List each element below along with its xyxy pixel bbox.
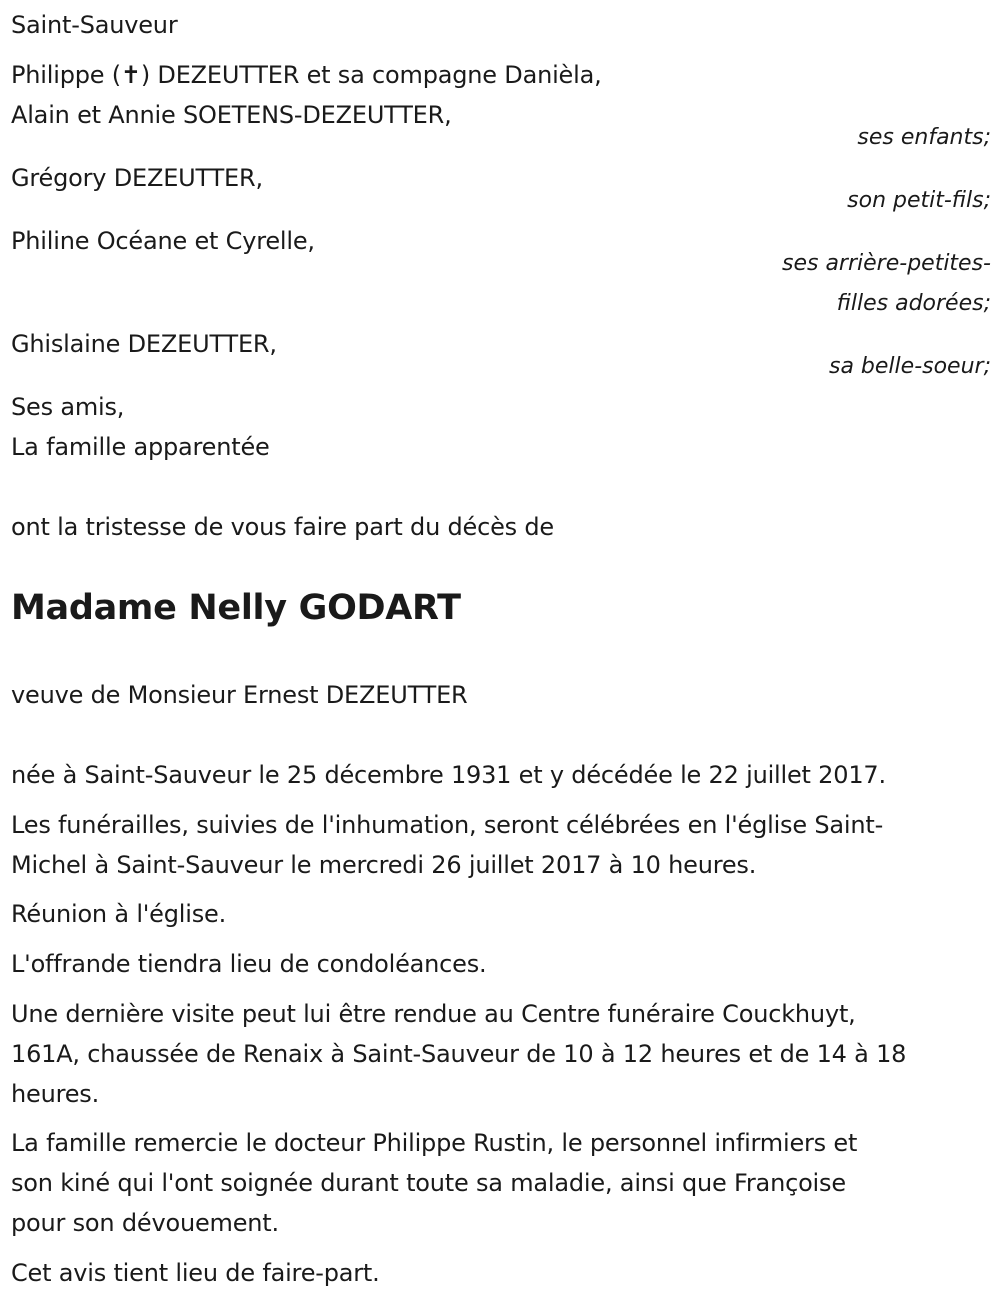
children-line-2: Alain et Annie SOETENS-DEZEUTTER, — [11, 101, 452, 129]
offering-line: L'offrande tiendra lieu de condoléances. — [11, 950, 487, 978]
funeral-line-1: Les funérailles, suivies de l'inhumation, seront célébrées en l'église Saint- — [11, 811, 884, 839]
grandson-relation: son petit-fils; — [847, 188, 991, 213]
visit-line-3: heures. — [11, 1080, 100, 1108]
children-relation: ses enfants; — [857, 125, 991, 150]
gathering-line: Réunion à l'église. — [11, 900, 227, 928]
great-granddaughters-relation-1: ses arrière-petites- — [782, 251, 991, 276]
visit-line-2: 161A, chaussée de Renaix à Saint-Sauveur de 10 à 12 heures et de 14 à 18 — [11, 1040, 907, 1068]
relatives-line: La famille apparentée — [11, 433, 270, 461]
sister-in-law-relation: sa belle-soeur; — [829, 354, 991, 379]
funeral-line-2: Michel à Saint-Sauveur le mercredi 26 juillet 2017 à 10 heures. — [11, 851, 757, 879]
place-heading: Saint-Sauveur — [11, 11, 178, 39]
deceased-name: Madame Nelly GODART — [11, 588, 461, 628]
great-granddaughters-relation-2: filles adorées; — [836, 291, 991, 316]
friends-line: Ses amis, — [11, 393, 125, 421]
widow-of-line: veuve de Monsieur Ernest DEZEUTTER — [11, 681, 468, 709]
thanks-line-2: son kiné qui l'ont soignée durant toute sa maladie, ainsi que Françoise — [11, 1169, 846, 1197]
sister-in-law-line: Ghislaine DEZEUTTER, — [11, 330, 277, 358]
thanks-line-1: La famille remercie le docteur Philippe Rustin, le personnel infirmiers et — [11, 1129, 858, 1157]
announcement-intro: ont la tristesse de vous faire part du décès de — [11, 513, 554, 541]
children-line-1: Philippe (✝) DEZEUTTER et sa compagne Danièla, — [11, 61, 602, 89]
closing-line: Cet avis tient lieu de faire-part. — [11, 1259, 380, 1287]
great-granddaughters-line: Philine Océane et Cyrelle, — [11, 227, 315, 255]
birth-death-line: née à Saint-Sauveur le 25 décembre 1931 et y décédée le 22 juillet 2017. — [11, 761, 886, 789]
grandson-line: Grégory DEZEUTTER, — [11, 164, 263, 192]
visit-line-1: Une dernière visite peut lui être rendue au Centre funéraire Couckhuyt, — [11, 1000, 856, 1028]
thanks-line-3: pour son dévouement. — [11, 1209, 279, 1237]
